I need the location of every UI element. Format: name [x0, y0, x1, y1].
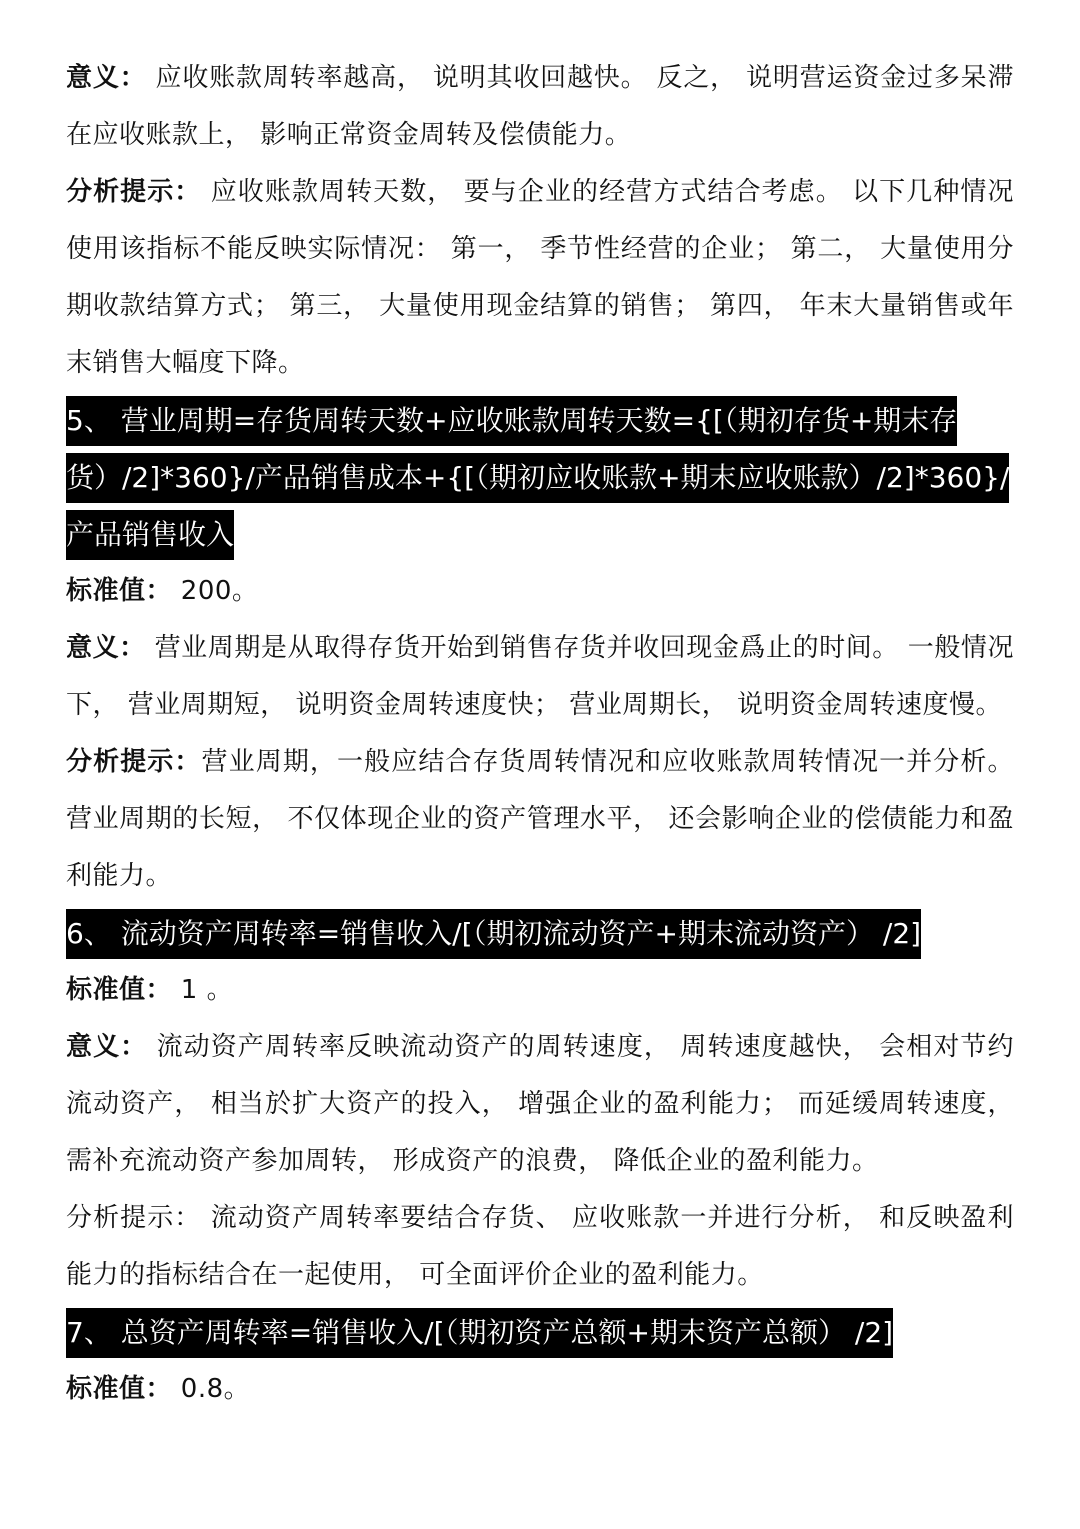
standard-value-paragraph-7 [66, 1361, 1014, 1418]
standard-value-label: 标准值： [66, 576, 173, 606]
meaning-paragraph-receivables [66, 50, 1014, 164]
meaning-text: 营业周期是从取得存货开始到销售存货并收回现金爲止的时间。 一般情况下， 营业周期短， 说明资金周转速度快； 营业周期长， 说明资金周转速度慢。 [66, 633, 1014, 720]
standard-value-label: 标准值： [66, 1374, 173, 1404]
meaning-paragraph-6 [66, 1019, 1014, 1190]
analysis-tip-paragraph-receivables [66, 164, 1014, 392]
meaning-paragraph-5 [66, 620, 1014, 734]
meaning-text: 应收账款周转率越高， 说明其收回越快。 反之， 说明营运资金过多呆滞在应收账款上， 影响正常资金周转及偿债能力。 [66, 63, 1014, 150]
meaning-label: 意义： [66, 633, 146, 663]
standard-value-paragraph-6 [66, 962, 1014, 1019]
standard-value-text: 1 。 [172, 975, 234, 1005]
analysis-tip-label: 分析提示： [66, 177, 202, 207]
standard-value-paragraph-5 [66, 563, 1014, 620]
analysis-tip-label: 分析提示： [66, 1203, 202, 1233]
analysis-tip-text: 应收账款周转天数， 要与企业的经营方式结合考虑。 以下几种情况使用该指标不能反映实际情况： 第一， 季节性经营的企业； 第二， 大量使用分期收款结算方式； 第三， 大量使用现金结算的销售； 第四， 年末大量销售或年末销售大幅度下降。 [66, 177, 1014, 378]
analysis-tip-paragraph-6 [66, 1190, 1014, 1304]
meaning-label: 意义： [66, 1032, 148, 1062]
analysis-tip-text: 营业周期，一般应结合存货周转情况和应收账款周转情况一并分析。营业周期的长短， 不仅体现企业的资产管理水平， 还会影响企业的偿债能力和盈利能力。 [66, 747, 1014, 891]
section-5-heading [66, 392, 1014, 563]
section-6-heading-text: 6、 流动资产周转率=销售收入/[（期初流动资产+期末流动资产） /2] [66, 909, 921, 959]
analysis-tip-paragraph-5 [66, 734, 1014, 905]
meaning-label: 意义： [66, 63, 147, 93]
standard-value-label: 标准值： [66, 975, 173, 1005]
section-7-heading [66, 1304, 1014, 1361]
analysis-tip-text: 流动资产周转率要结合存货、 应收账款一并进行分析， 和反映盈利能力的指标结合在一起使用， 可全面评价企业的盈利能力。 [66, 1203, 1014, 1290]
meaning-text: 流动资产周转率反映流动资产的周转速度， 周转速度越快， 会相对节约流动资产， 相当於扩大资产的投入， 增强企业的盈利能力； 而延缓周转速度， 需补充流动资产参加周转， 形成资产的浪费， 降低企业的盈利能力。 [66, 1032, 1014, 1176]
standard-value-text: 0.8。 [172, 1374, 251, 1404]
section-5-heading-text: 5、 营业周期=存货周转天数+应收账款周转天数={[（期初存货+期末存货）/2]*360}/产品销售成本+{[（期初应收账款+期末应收账款）/2]*360}/产品销售收入 [66, 396, 1009, 560]
analysis-tip-label: 分析提示： [66, 747, 202, 777]
section-7-heading-text: 7、 总资产周转率=销售收入/[（期初资产总额+期末资产总额） /2] [66, 1308, 893, 1358]
standard-value-text: 200。 [172, 576, 259, 606]
section-6-heading [66, 905, 1014, 962]
